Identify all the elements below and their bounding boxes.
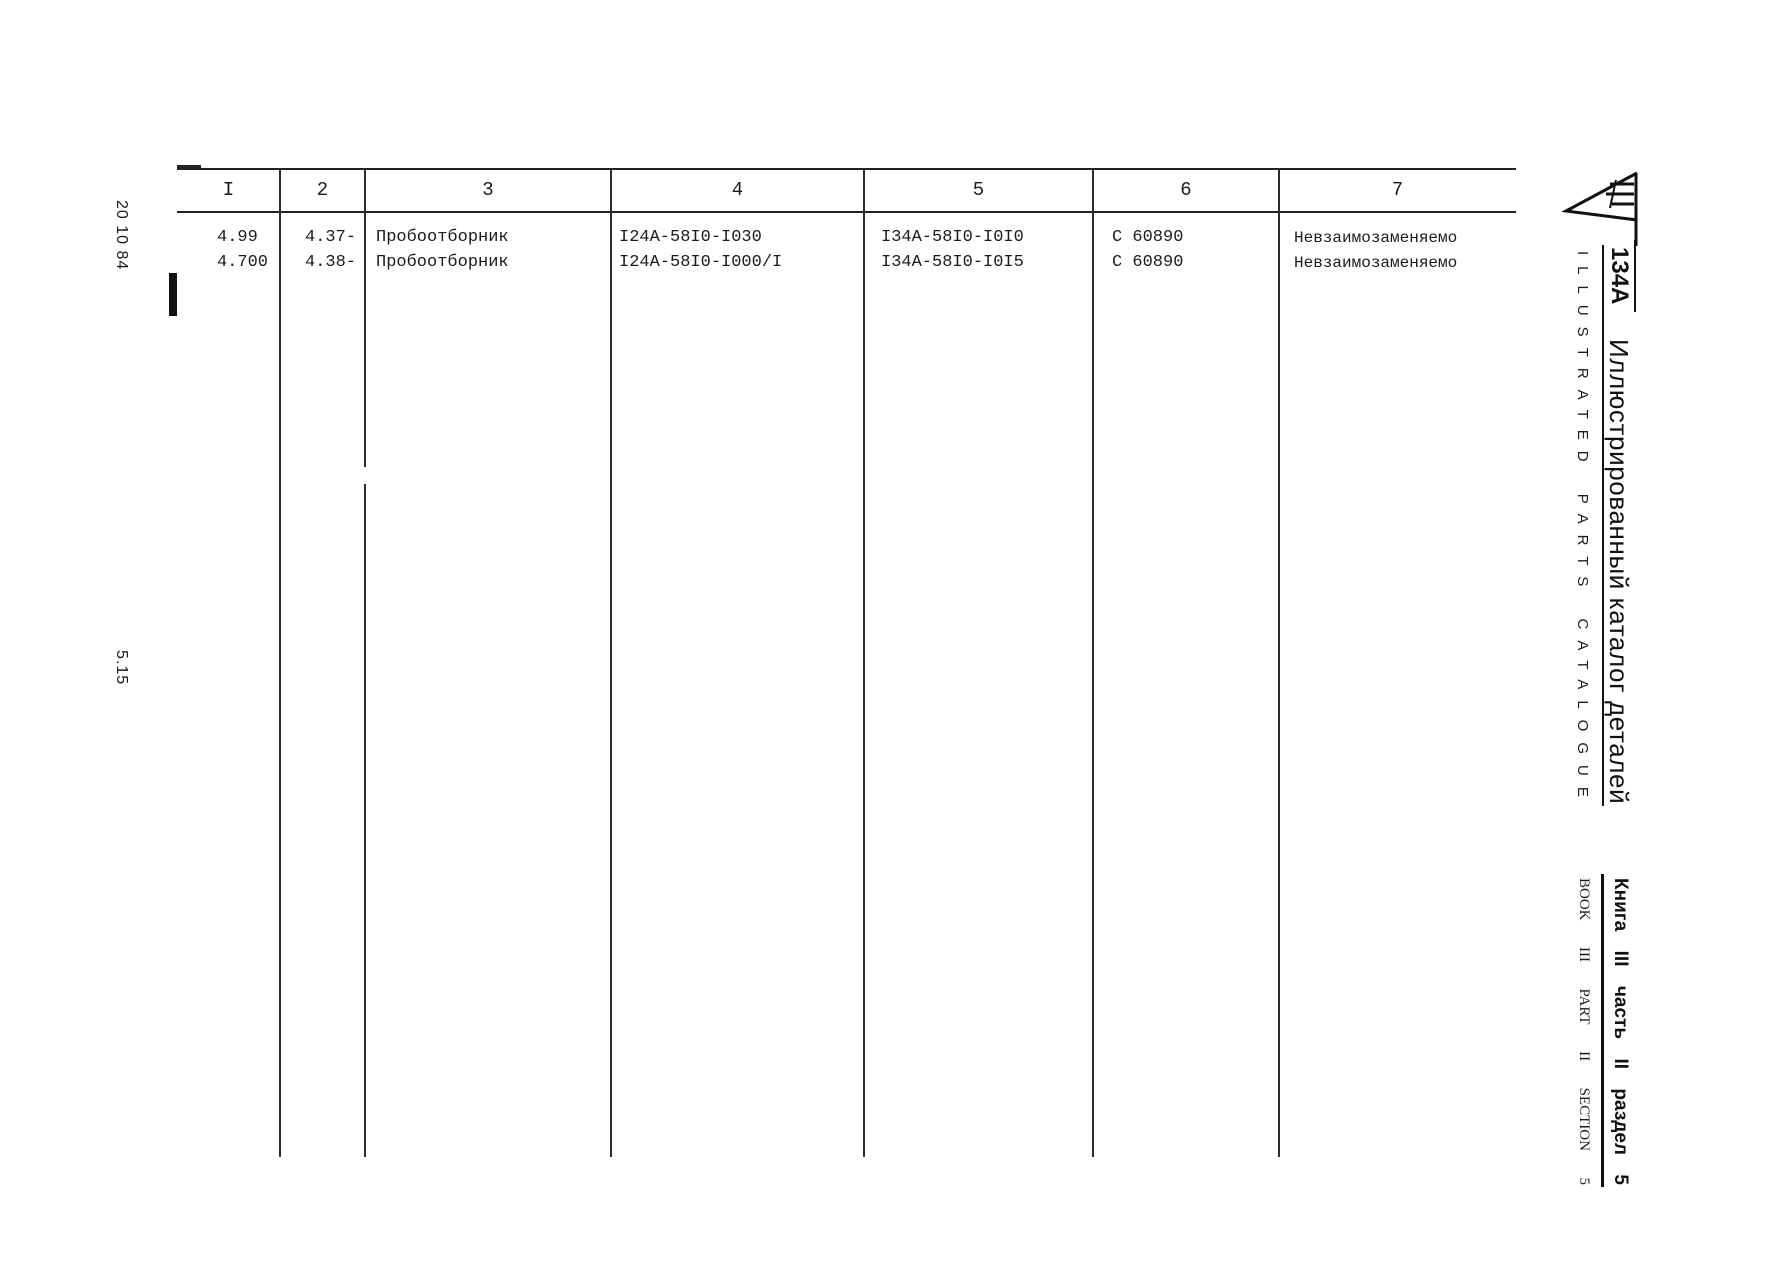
column-header-3: 3 xyxy=(482,179,494,201)
column-header-7: 7 xyxy=(1391,179,1404,201)
aircraft-model: 134A xyxy=(1606,247,1633,305)
part-name-cell: Пробоотборник xyxy=(376,253,509,272)
section-number: 5 xyxy=(1610,1174,1631,1185)
catalogue-title-ru: Иллюстрированный каталог деталей xyxy=(1604,339,1634,805)
tupolev-logo-icon xyxy=(1560,170,1640,250)
section-number: 5 xyxy=(1576,1177,1592,1185)
catalogue-title-en: ILLUSTRATED PARTS CATALOGUE xyxy=(1574,251,1591,808)
column-divider xyxy=(863,169,865,1157)
date-stamp: 20 10 84 xyxy=(113,200,130,271)
column-divider xyxy=(364,169,366,467)
item-number-cell: 4.99 xyxy=(217,228,258,247)
effectivity-code-cell: С 60890 xyxy=(1112,228,1184,247)
part-number: II xyxy=(1576,1051,1592,1062)
book-number: III xyxy=(1576,947,1592,963)
column-divider xyxy=(1092,169,1094,1157)
column-header-1: I xyxy=(222,179,235,201)
section-label-en xyxy=(1574,878,1594,1185)
column-header-4: 4 xyxy=(731,179,744,201)
column-divider xyxy=(610,169,612,1157)
column-divider xyxy=(1278,169,1280,1157)
page-number: 5.15 xyxy=(113,650,130,686)
header-bottom-rule xyxy=(177,211,1516,213)
column-header-6: 6 xyxy=(1180,179,1192,201)
section-label: раздел xyxy=(1610,1088,1631,1155)
part-number-cell: I24A-58I0-I030 xyxy=(619,228,762,247)
remarks-cell: Невзаимозаменяемо xyxy=(1294,254,1458,272)
part-number: II xyxy=(1610,1058,1631,1070)
book-number: III xyxy=(1610,950,1631,967)
column-divider xyxy=(364,484,366,1157)
section-label: SECTION xyxy=(1576,1087,1592,1151)
part-name-cell: Пробоотборник xyxy=(376,228,509,247)
column-divider xyxy=(279,169,281,1157)
alt-part-number-cell: I34A-58I0-I0I0 xyxy=(881,228,1024,247)
book-label: Книга xyxy=(1610,878,1631,932)
section-underline xyxy=(1601,874,1604,1187)
figure-ref-cell: 4.38- xyxy=(305,253,357,272)
effectivity-code-cell: С 60890 xyxy=(1112,253,1184,272)
part-label: часть xyxy=(1610,985,1631,1040)
book-label: BOOK xyxy=(1576,878,1592,921)
remarks-cell: Невзаимозаменяемо xyxy=(1294,229,1458,247)
logo-triangle xyxy=(1566,173,1637,220)
column-header-5: 5 xyxy=(972,179,985,201)
part-label: PART xyxy=(1576,988,1592,1025)
alt-part-number-cell: I34A-58I0-I0I5 xyxy=(881,253,1024,272)
model-box-rule xyxy=(1634,240,1636,312)
column-header-2: 2 xyxy=(316,179,329,201)
figure-ref-cell: 4.37- xyxy=(305,228,357,247)
section-label-ru xyxy=(1607,878,1633,1185)
part-number-cell: I24A-58I0-I000/I xyxy=(619,253,783,272)
item-number-cell: 4.700 xyxy=(217,253,269,272)
